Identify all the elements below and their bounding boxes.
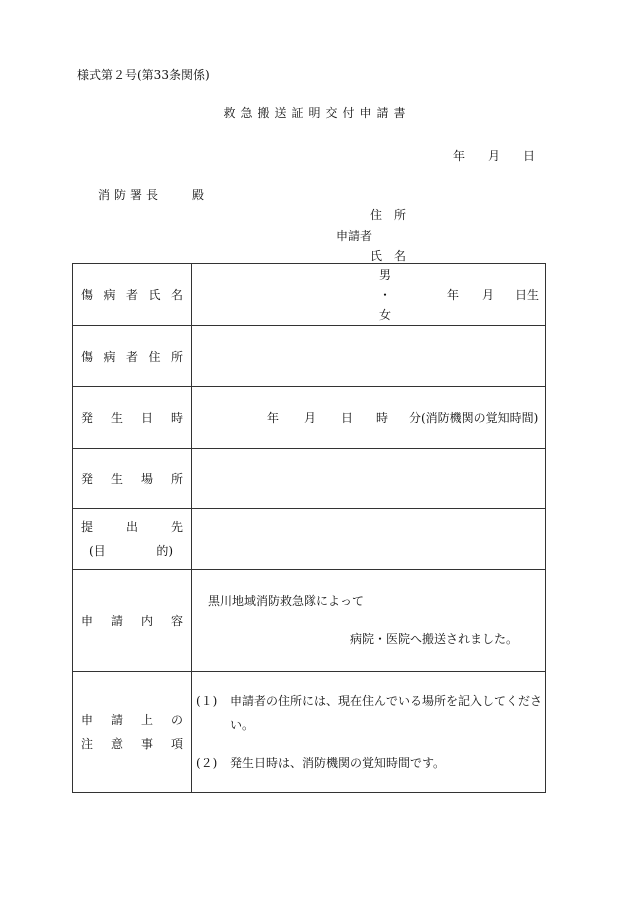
label-patient-address bbox=[73, 326, 192, 387]
label-char: 生 bbox=[110, 472, 123, 486]
date-month: 月 bbox=[488, 149, 501, 163]
label-char: 氏 bbox=[148, 288, 161, 302]
label-char: 意 bbox=[110, 737, 123, 751]
applicant-address-label: 住 所 bbox=[370, 208, 407, 222]
label-char: 請 bbox=[110, 713, 123, 727]
label-char: 所 bbox=[170, 349, 183, 364]
note1-number: (１) bbox=[196, 694, 218, 708]
occ-month: 月 bbox=[304, 411, 317, 425]
label-char: 名 bbox=[170, 288, 183, 302]
field-submit-to[interactable] bbox=[192, 509, 546, 570]
label-char: 上 bbox=[140, 713, 153, 727]
label-char: (目 bbox=[89, 544, 106, 558]
row-patient-address bbox=[73, 326, 546, 387]
field-patient-address[interactable] bbox=[192, 326, 546, 387]
row-patient-name bbox=[73, 264, 546, 326]
label-char: 出 bbox=[125, 520, 138, 534]
label-char: 日 bbox=[140, 411, 153, 425]
request-line1: 黒川地域消防救急隊によって bbox=[208, 594, 365, 608]
label-char: の bbox=[170, 713, 183, 727]
label-char: 傷 bbox=[81, 349, 94, 364]
row-submit-to bbox=[73, 509, 546, 570]
occ-hour: 時 bbox=[376, 411, 389, 425]
field-request-content[interactable] bbox=[192, 570, 546, 672]
birth-year: 年 bbox=[447, 288, 460, 302]
label-char: 発 bbox=[81, 411, 94, 425]
row-notes bbox=[73, 672, 546, 793]
label-char: 住 bbox=[148, 349, 161, 364]
note2-number: (２) bbox=[196, 756, 218, 770]
label-char: 注 bbox=[81, 737, 94, 751]
application-form-table bbox=[72, 263, 546, 793]
label-char: 事 bbox=[140, 737, 153, 751]
note1-text: 申請者の住所には、現在住んでいる場所を記入してくださ bbox=[230, 694, 543, 708]
label-char: 生 bbox=[110, 411, 123, 425]
label-request-content bbox=[73, 570, 192, 672]
label-char: 内 bbox=[140, 614, 153, 628]
label-char: 提 bbox=[81, 520, 94, 534]
label-char: 傷 bbox=[81, 288, 94, 302]
occ-year: 年 bbox=[267, 411, 280, 425]
field-patient-name[interactable] bbox=[192, 264, 546, 326]
row-occurrence-place bbox=[73, 449, 546, 509]
birth-day: 日生 bbox=[515, 288, 540, 302]
occ-day: 日 bbox=[341, 411, 354, 425]
form-number: 様式第２号(第33条関係) bbox=[77, 68, 210, 82]
date-day: 日 bbox=[523, 149, 536, 163]
request-line2: 病院・医院へ搬送されました。 bbox=[350, 632, 519, 646]
applicant-name-label: 氏 名 bbox=[370, 249, 407, 263]
field-occurrence-place[interactable] bbox=[192, 449, 546, 509]
document-title: 救急搬送証明交付申請書 bbox=[223, 106, 411, 120]
label-char: 者 bbox=[125, 349, 138, 364]
birth-month: 月 bbox=[482, 288, 495, 302]
label-char: 的) bbox=[156, 544, 173, 558]
label-char: 所 bbox=[170, 472, 183, 486]
sex-female: 女 bbox=[379, 308, 392, 322]
date-year: 年 bbox=[453, 149, 466, 163]
label-char: 者 bbox=[125, 288, 138, 302]
applicant-label: 申請者 bbox=[336, 229, 373, 243]
label-char: 容 bbox=[170, 614, 183, 628]
label-notes bbox=[73, 672, 192, 793]
label-char: 申 bbox=[81, 614, 94, 628]
label-char: 申 bbox=[81, 713, 94, 727]
label-char: 項 bbox=[170, 737, 183, 751]
label-patient-name bbox=[73, 264, 192, 326]
row-request-content bbox=[73, 570, 546, 672]
label-char: 病 bbox=[103, 349, 116, 364]
label-occurrence-time bbox=[73, 387, 192, 449]
addressee-honorific: 殿 bbox=[192, 188, 205, 202]
label-char: 発 bbox=[81, 472, 94, 486]
label-char: 先 bbox=[170, 520, 183, 534]
label-occurrence-place bbox=[73, 449, 192, 509]
label-submit-to bbox=[73, 509, 192, 570]
occ-minute-note: 分(消防機関の覚知時間) bbox=[409, 411, 539, 425]
sex-separator: ・ bbox=[379, 288, 392, 302]
label-char: 場 bbox=[140, 472, 153, 486]
sex-male: 男 bbox=[379, 268, 392, 282]
note2-text: 発生日時は、消防機関の覚知時間です。 bbox=[230, 756, 446, 770]
note1-continuation: い。 bbox=[230, 718, 255, 732]
addressee: 消防署長 bbox=[98, 188, 163, 202]
field-notes bbox=[192, 672, 546, 793]
label-char: 時 bbox=[170, 411, 183, 425]
field-occurrence-time[interactable] bbox=[192, 387, 546, 449]
label-char: 請 bbox=[110, 614, 123, 628]
label-char: 病 bbox=[103, 288, 116, 302]
row-occurrence-time bbox=[73, 387, 546, 449]
